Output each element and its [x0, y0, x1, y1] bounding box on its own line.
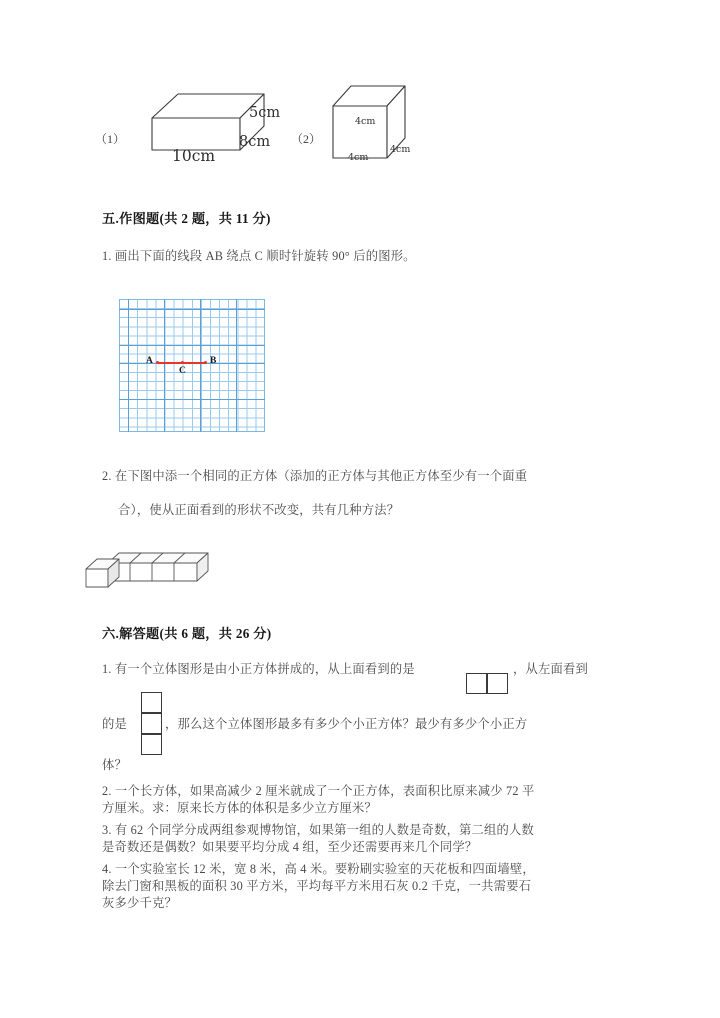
point-a-dot: [156, 361, 159, 364]
grid-major-line-v: [236, 299, 237, 432]
point-b-label: B: [210, 356, 217, 366]
section-six-q4-line3: 灰多少千克？: [102, 896, 177, 910]
net-cell: [141, 692, 162, 713]
cuboid-height-label: 5cm: [249, 105, 281, 121]
cuboid-length-label: 10cm: [172, 147, 216, 165]
point-c-label: C: [179, 366, 186, 376]
net-cell: [466, 673, 487, 694]
section-six-q2-line1: 2. 一个长方体，如果高减少 2 厘米就成了一个正方体，表面积比原来减少 72 平: [102, 784, 535, 798]
grid-major-line-v: [200, 299, 201, 432]
point-c-dot: [181, 361, 184, 364]
net-cell: [487, 673, 508, 694]
net-cell: [141, 734, 162, 755]
section-five-q2-line2: 合），使从正面看到的形状不改变，共有几种方法？: [118, 503, 400, 517]
section-five-heading: 五.作图题(共 2 题，共 11 分): [102, 211, 271, 226]
solids-figure-row: [0, 60, 720, 180]
net-cell: [141, 713, 162, 734]
section-six-q4-line2: 除去门窗和黑板的面积 30 平方米，平均每平方米用石灰 0.2 千克，一共需要石: [102, 879, 532, 893]
section-six-q1-line1-a: 1. 有一个立体图形是由小正方体拼成的，从上面看到的是: [102, 662, 415, 676]
section-six-heading: 六.解答题(共 6 题，共 26 分): [102, 626, 272, 641]
section-five-q1-text: 1. 画出下面的线段 AB 绕点 C 顺时针旋转 90° 后的图形。: [102, 249, 416, 263]
cube-arrangement-figure: [78, 551, 213, 591]
cube-front-label: 4cm: [355, 116, 376, 127]
shape-left-view-net: [141, 692, 162, 755]
cube-bottom-label: 4cm: [348, 152, 369, 163]
grid-major-line-h: [119, 345, 265, 346]
grid-major-line-h: [119, 309, 265, 310]
solid-1-index-label: （1）: [95, 132, 126, 146]
section-six-q3-line2: 是奇数还是偶数？如果要平均分成 4 组，至少还需要再来几个同学？: [102, 840, 478, 854]
grid-major-line-v: [164, 299, 165, 432]
point-b-dot: [204, 361, 207, 364]
cuboid-depth-label: 8cm: [239, 134, 271, 150]
section-five-q2-line1: 2. 在下图中添一个相同的正方体（添加的正方体与其他正方体至少有一个面重: [102, 469, 528, 483]
cube-side-label: 4cm: [390, 144, 411, 155]
section-six-q4-line1: 4. 一个实验室长 12 米，宽 8 米，高 4 米。要粉刷实验室的天花板和四面墙壁，: [102, 862, 535, 876]
point-a-label: A: [146, 356, 153, 366]
solid-2-index-label: （2）: [291, 132, 322, 146]
section-six-q1-line2-b: ，那么这个立体图形最多有多少个小正方体？最少有多少个小正方: [165, 717, 528, 731]
section-six-q3-line1: 3. 有 62 个同学分成两组参观博物馆，如果第一组的人数是奇数，第二组的人数: [102, 823, 535, 837]
grid-major-line-v: [128, 299, 129, 432]
section-six-q2-line2: 方厘米。求：原来长方体的体积是多少立方厘米？: [102, 801, 377, 815]
section-six-q1-line1-b: ，从左面看到: [513, 662, 588, 676]
rotation-grid-figure: [119, 299, 265, 432]
section-six-q1-line3: 体？: [102, 758, 127, 772]
grid-major-line-h: [119, 399, 265, 400]
section-six-q1-line2-a: 的是: [102, 717, 127, 731]
shape-top-view-net: [466, 673, 508, 694]
